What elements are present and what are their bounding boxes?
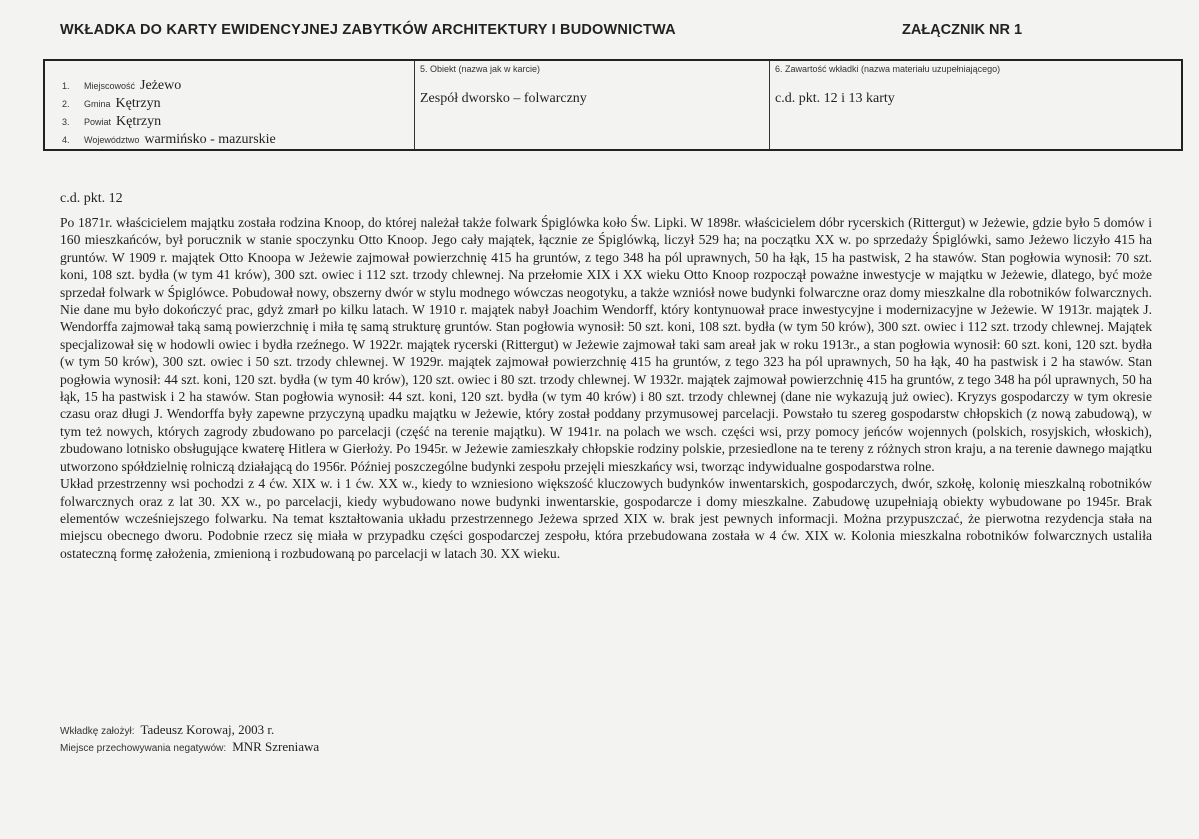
author-label: Wkładkę założył: xyxy=(60,726,135,737)
row-number: 2. xyxy=(62,99,70,109)
row-number: 3. xyxy=(62,117,70,127)
storage-line xyxy=(60,739,319,755)
location-row-district xyxy=(62,114,161,132)
location-row-voivodeship xyxy=(62,132,276,150)
district-value: Kętrzyn xyxy=(116,114,162,129)
storage-value: MNR Szreniawa xyxy=(232,739,320,754)
locality-label: Miejscowość xyxy=(84,81,136,91)
contents-value: c.d. pkt. 12 i 13 karty xyxy=(775,91,895,106)
layout-paragraph: Układ przestrzenny wsi pochodzi z 4 ćw. XIX w. i 1 ćw. XX w., kiedy to wzniesiono większość kluczowych budynków inwentarskich, gospodarczych, dwór, szkołę, kolonię mieszkalną robotników folwarcznych oraz z lat 30. XX w., po parcelacji, kiedy wybudowano nowe budynki inwentarskie, gospodarcze i domy mieszkalne. Zabudowę uzupełniają obiekty wybudowane po 1945r. Brak elementów wcześniejszego folwarku. Na temat kształtowania układu przestrzennego Jeżewa sprzed XIX w. brak jest pewnych informacji. Można przypuszczać, że pierwotna rezydencja stała na miejscu obecnego dworu. Podobnie rzecz się miała w przypadku części gospodarczej zespołu, która przebudowana została w 4 ćw. XIX w. Kolonia mieszkalna robotników folwarcznych ustaliła ostateczną formę założenia, zmienioną i rozbudowaną po parcelacji w latach 30. XX wieku. xyxy=(60,476,1152,561)
storage-label: Miejsce przechowywania negatywów: xyxy=(60,743,227,754)
annex-number: ZAŁĄCZNIK NR 1 xyxy=(902,22,1023,38)
column-divider xyxy=(769,61,770,149)
commune-value: Kętrzyn xyxy=(115,96,161,111)
author-value: Tadeusz Korowaj, 2003 r. xyxy=(140,722,275,737)
object-heading: 5. Obiekt (nazwa jak w karcie) xyxy=(420,64,541,74)
voivodeship-label: Województwo xyxy=(84,135,140,145)
row-number: 1. xyxy=(62,81,70,91)
history-paragraph: Po 1871r. właścicielem majątku została rodzina Knoop, do której należał także folwark Śpiglówka koło Św. Lipki. W 1898r. właścicielem dóbr rycerskich (Rittergut) w Jeżewie, gdzie było 5 domów i 160 mieszkańców, był porucznik w stanie spoczynku Otto Knoop. Jego cały majątek, łącznie ze Śpiglówką, liczył 529 ha; na początku XX w. po sprzedaży Śpiglówki, samo Jeżewo liczyło 415 ha gruntów. W 1909 r. majątek Otto Knoopa w Jeżewie zajmował powierzchnię 415 ha gruntów, z tego 348 ha pól uprawnych, 50 ha łąk, 15 ha pastwisk, 2 ha stawów. Stan pogłowia wynosił: 70 szt. koni, 108 szt. bydła (w tym 41 krów), 300 szt. owiec i 112 szt. trzody chlewnej. Na przełomie XIX i XX wieku Otto Knoop rozpoczął poważne inwestycje w majątku w Jeżewie, dlatego, być może sprzedał folwark w Śpiglówce. Pobudował nowy, obszerny dwór w stylu modnego wówczas neogotyku, a także wzniósł nowe budynki folwarczne oraz domy mieszkalne dla robotników folwarcznych. Nie dane mu było dokończyć prac, gdyż zmarł po kilku latach. W 1910 r. majątek nabył Joachim Wendorff, który kontynuował prace inwestycyjne i modernizacyjne w Jeżewie. W 1913r. majątek J. Wendorffa zajmował taką samą powierzchnię i miła tę samą strukturę gruntów. Stan pogłowia wynosił: 50 szt. koni, 108 szt. bydła (w tym 50 krów), 300 szt. owiec i 112 szt. trzody chlewnej. Majątek specjalizował się w hodowli owiec i bydła rzeźnego. W 1922r. majątek rycerski (Rittergut) w Jeżewie zajmował taki sam areał jak w roku 1913r., a stan pogłowia wynosił: 60 szt. koni, 120 szt. bydła (w tym 50 krów), 300 szt. owiec i 50 szt. trzody chlewnej. W 1929r. majątek zajmował powierzchnię 415 ha gruntów, z tego 323 ha pól uprawnych, 50 ha łąk, 40 ha pastwisk i 2 ha stawów. Stan pogłowia wynosił: 44 szt. koni, 120 szt. bydła (w tym 40 krów), 120 szt. owiec i 80 szt. trzody chlewnej. W 1932r. majątek zajmował powierzchnię 415 ha gruntów, z tego 348 ha pól uprawnych, 50 ha łąk, 15 ha pastwisk i 2 ha stawów. Stan pogłowia wynosił: 44 szt. koni, 120 szt. bydła (w tym 40 krów) i 80 szt. trzody chlewnej (dane nie wykazują już owiec). Kryzys gospodarczy w tym okresie czasu oraz długi J. Wendorffa były zapewne przyczyną upadku majątku w Jeżewie, który został poddany przymusowej parcelacji. Powstało tu szereg gospodarstw chłopskich (z nową zabudową), w tym też nowych, których zagrody zbudowano po parcelacji (część na terenie majątku). W 1941r. na polach we wsch. części wsi, przy pomocy jeńców wojennych (polskich, rosyjskich, włoskich), zbudowano lotnisko obsługujące kwaterę Hitlera w Gierłoży. Po 1945r. w Jeżewie zamieszkały chłopskie rodziny polskie, przesiedlone na te tereny z różnych stron kraju, a na terenie dawnego majątku utworzono spółdzielnię rolniczą działającą do 1956r. Później poszczególne budynki zespołu przejęli mieszkańcy wsi, tworząc indywidualne gospodarstwa rolne. xyxy=(60,215,1152,474)
location-row-locality xyxy=(62,78,181,96)
identification-box xyxy=(43,59,1183,151)
section-reference: c.d. pkt. 12 xyxy=(60,191,123,206)
commune-label: Gmina xyxy=(84,99,111,109)
row-number: 4. xyxy=(62,135,70,145)
document-title: WKŁADKA DO KARTY EWIDENCYJNEJ ZABYTKÓW ARCHITEKTURY I BUDOWNICTWA xyxy=(60,22,676,38)
body-text xyxy=(60,214,1152,562)
location-row-commune xyxy=(62,96,161,114)
author-line xyxy=(60,722,274,738)
object-value: Zespół dworsko – folwarczny xyxy=(420,91,587,106)
locality-value: Jeżewo xyxy=(140,78,182,93)
contents-heading: 6. Zawartość wkładki (nazwa materiału uzupełniającego) xyxy=(775,64,1001,74)
voivodeship-value: warmińsko - mazurskie xyxy=(144,132,276,147)
district-label: Powiat xyxy=(84,117,112,127)
column-divider xyxy=(414,61,415,149)
